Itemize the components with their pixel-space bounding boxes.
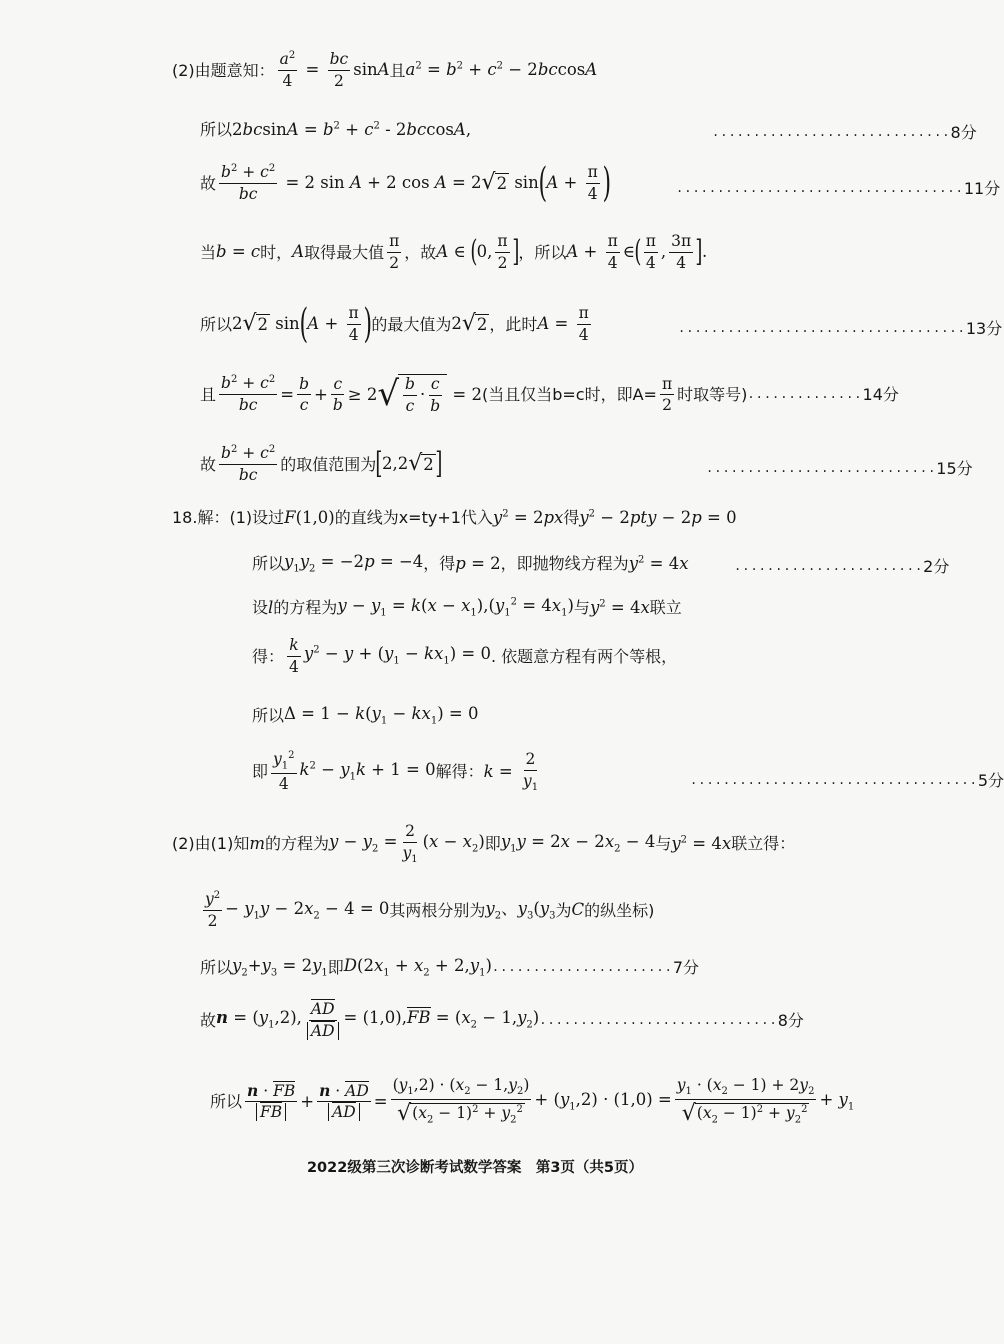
q18-part2-line1: (2)由(1)知 m 的方程为 $y - y_2$ = $\frac{2}{y_1}$ $(x - x_2)$ 即 $y_1y = 2x - 2x_2 - 4$ 与 $y^2 = 4x$ 联立得： [172,822,796,865]
score-7: 7分 [672,958,700,978]
q18-part2-line5: 所以 $\frac{n \cdot FB}{FB}$ + $\frac{n \cdot AD}{AD}$ = $(y_1,2) \cdot (x_2 - 1,y_2)$ √ $(x_2 - 1)^2 + y_2^2$ + $(y_1,2) \cdot (1,0)$ = $y_1 \cdot (x_2 - 1) + 2y_2$ √ $(x_2 - 1)^2 + y_2^2$ + $y_1$ [210,1076,855,1127]
q17-part2-line1: (2)由题意知： $\frac{a^2}{4}$ = $\frac{bc}{2}$ sinA 且 $a^2 = b^2 + c^2 - 2bccosA$ [172,50,598,90]
score-13: ................................... 13分 [678,319,1003,338]
q17-line5: 所以 2 √ 2 sin ( A + $\frac{\pi}{4}$ ) 的最大值为 2 √ 2 ，此时 A = $\frac{\pi}{4}$ [200,301,589,348]
score-11: ................................... 11分 [676,179,1001,198]
q18-line2: 所以 $y_1y_2 = -2p = -4$ ，得 p = 2 ，即抛物线方程为 $y^2 = 4x$ [252,552,689,575]
q18-line1: 18.解：(1)设过 F(1,0) 的直线为x=ty+1代入 $y^2 = 2px$ 得 $y^2 - 2pty - 2p = 0$ [172,508,737,528]
score-5: ................................... 5分 [690,771,1004,790]
q18-part2-line2: $\frac{y^2}{2}$ − $y_1y - 2x_2 - 4 = 0$ 其两根分别为 $y_2$、$y_3(y_3$ 为 C 的纵坐标) [205,890,655,930]
score-14: 14分 [862,385,899,404]
q18-line4: 得： $\frac{k}{4}$ $y^2 - y + (y_1 - kx_1) = 0$ . 依题意方程有两个等根， [252,636,678,676]
q18-line6: 即 $\frac{y_1^2}{4}$ $k^2 - y_1k + 1 = 0$ 解得： k = $\frac{2}{y_1}$ [252,750,539,794]
q18-line5: 所以 $\Delta = 1 - k(y_1 - kx_1) = 0$ [252,704,479,727]
q17-part2-head: (2)由题意知： [172,60,275,80]
q17-line2: 所以 $2bcsinA = b^2 + c^2 - 2bccosA$, [200,120,472,140]
score-2: ....................... 2分 [734,557,950,576]
q18-part2-line3: 所以 $y_2+y_3 = 2y_1$ 即 $D(2x_1 + x_2 + 2,y_1)$ ...................... 7分 [200,956,700,979]
q17-line6: 且 $\frac{b^2 + c^2}{bc}$ = $\frac{b}{c}$ + $\frac{c}{b}$ ≥ 2 √ $\frac{b}{c}$ · $\frac{c}{b}$ = 2 (当且仅当b=c时，即A= $\frac{\pi}{2}$ 时取等号) .............. 14分 [200,374,899,415]
page-footer: 2022级第三次诊断考试数学答案 第3页（共5页） [306,1160,644,1176]
q18-part2-line4: 故 $n = (y_1,2)$, $\frac{AD}{AD}$ = $(1,0),FB = (x_2 - 1,y_2)$ ............................. 8分 [200,1000,804,1040]
score-8-b: 8分 [777,1010,804,1030]
q17-line7: 故 $\frac{b^2 + c^2}{bc}$ 的取值范围为 [ 2,2 √ 2 ] [200,444,443,484]
q18-line3: 设 l 的方程为 $y - y_1 = k(x - x_1),(y_1^2 = 4x_1)$ 与 $y^2 = 4x$ 联立 [252,596,682,619]
score-8-a: ............................. 8分 [712,123,977,142]
q17-line3: 故 $\frac{b^2 + c^2}{bc}$ = 2 sin A + 2 cos A = 2 √ 2 sin ( A + $\frac{\pi}{4}$ ) [200,160,611,207]
q17-line4: 当 b = c 时， A 取得最大值 $\frac{\pi}{2}$ ，故 A ∈ ( 0, $\frac{\pi}{2}$ ] ，所以 A + $\frac{\pi}{4}$ ∈ ( $\frac{\pi}{4}$ , $\frac{3\pi}{4}$ ] . [200,232,708,272]
score-15: ............................ 15分 [706,459,973,478]
